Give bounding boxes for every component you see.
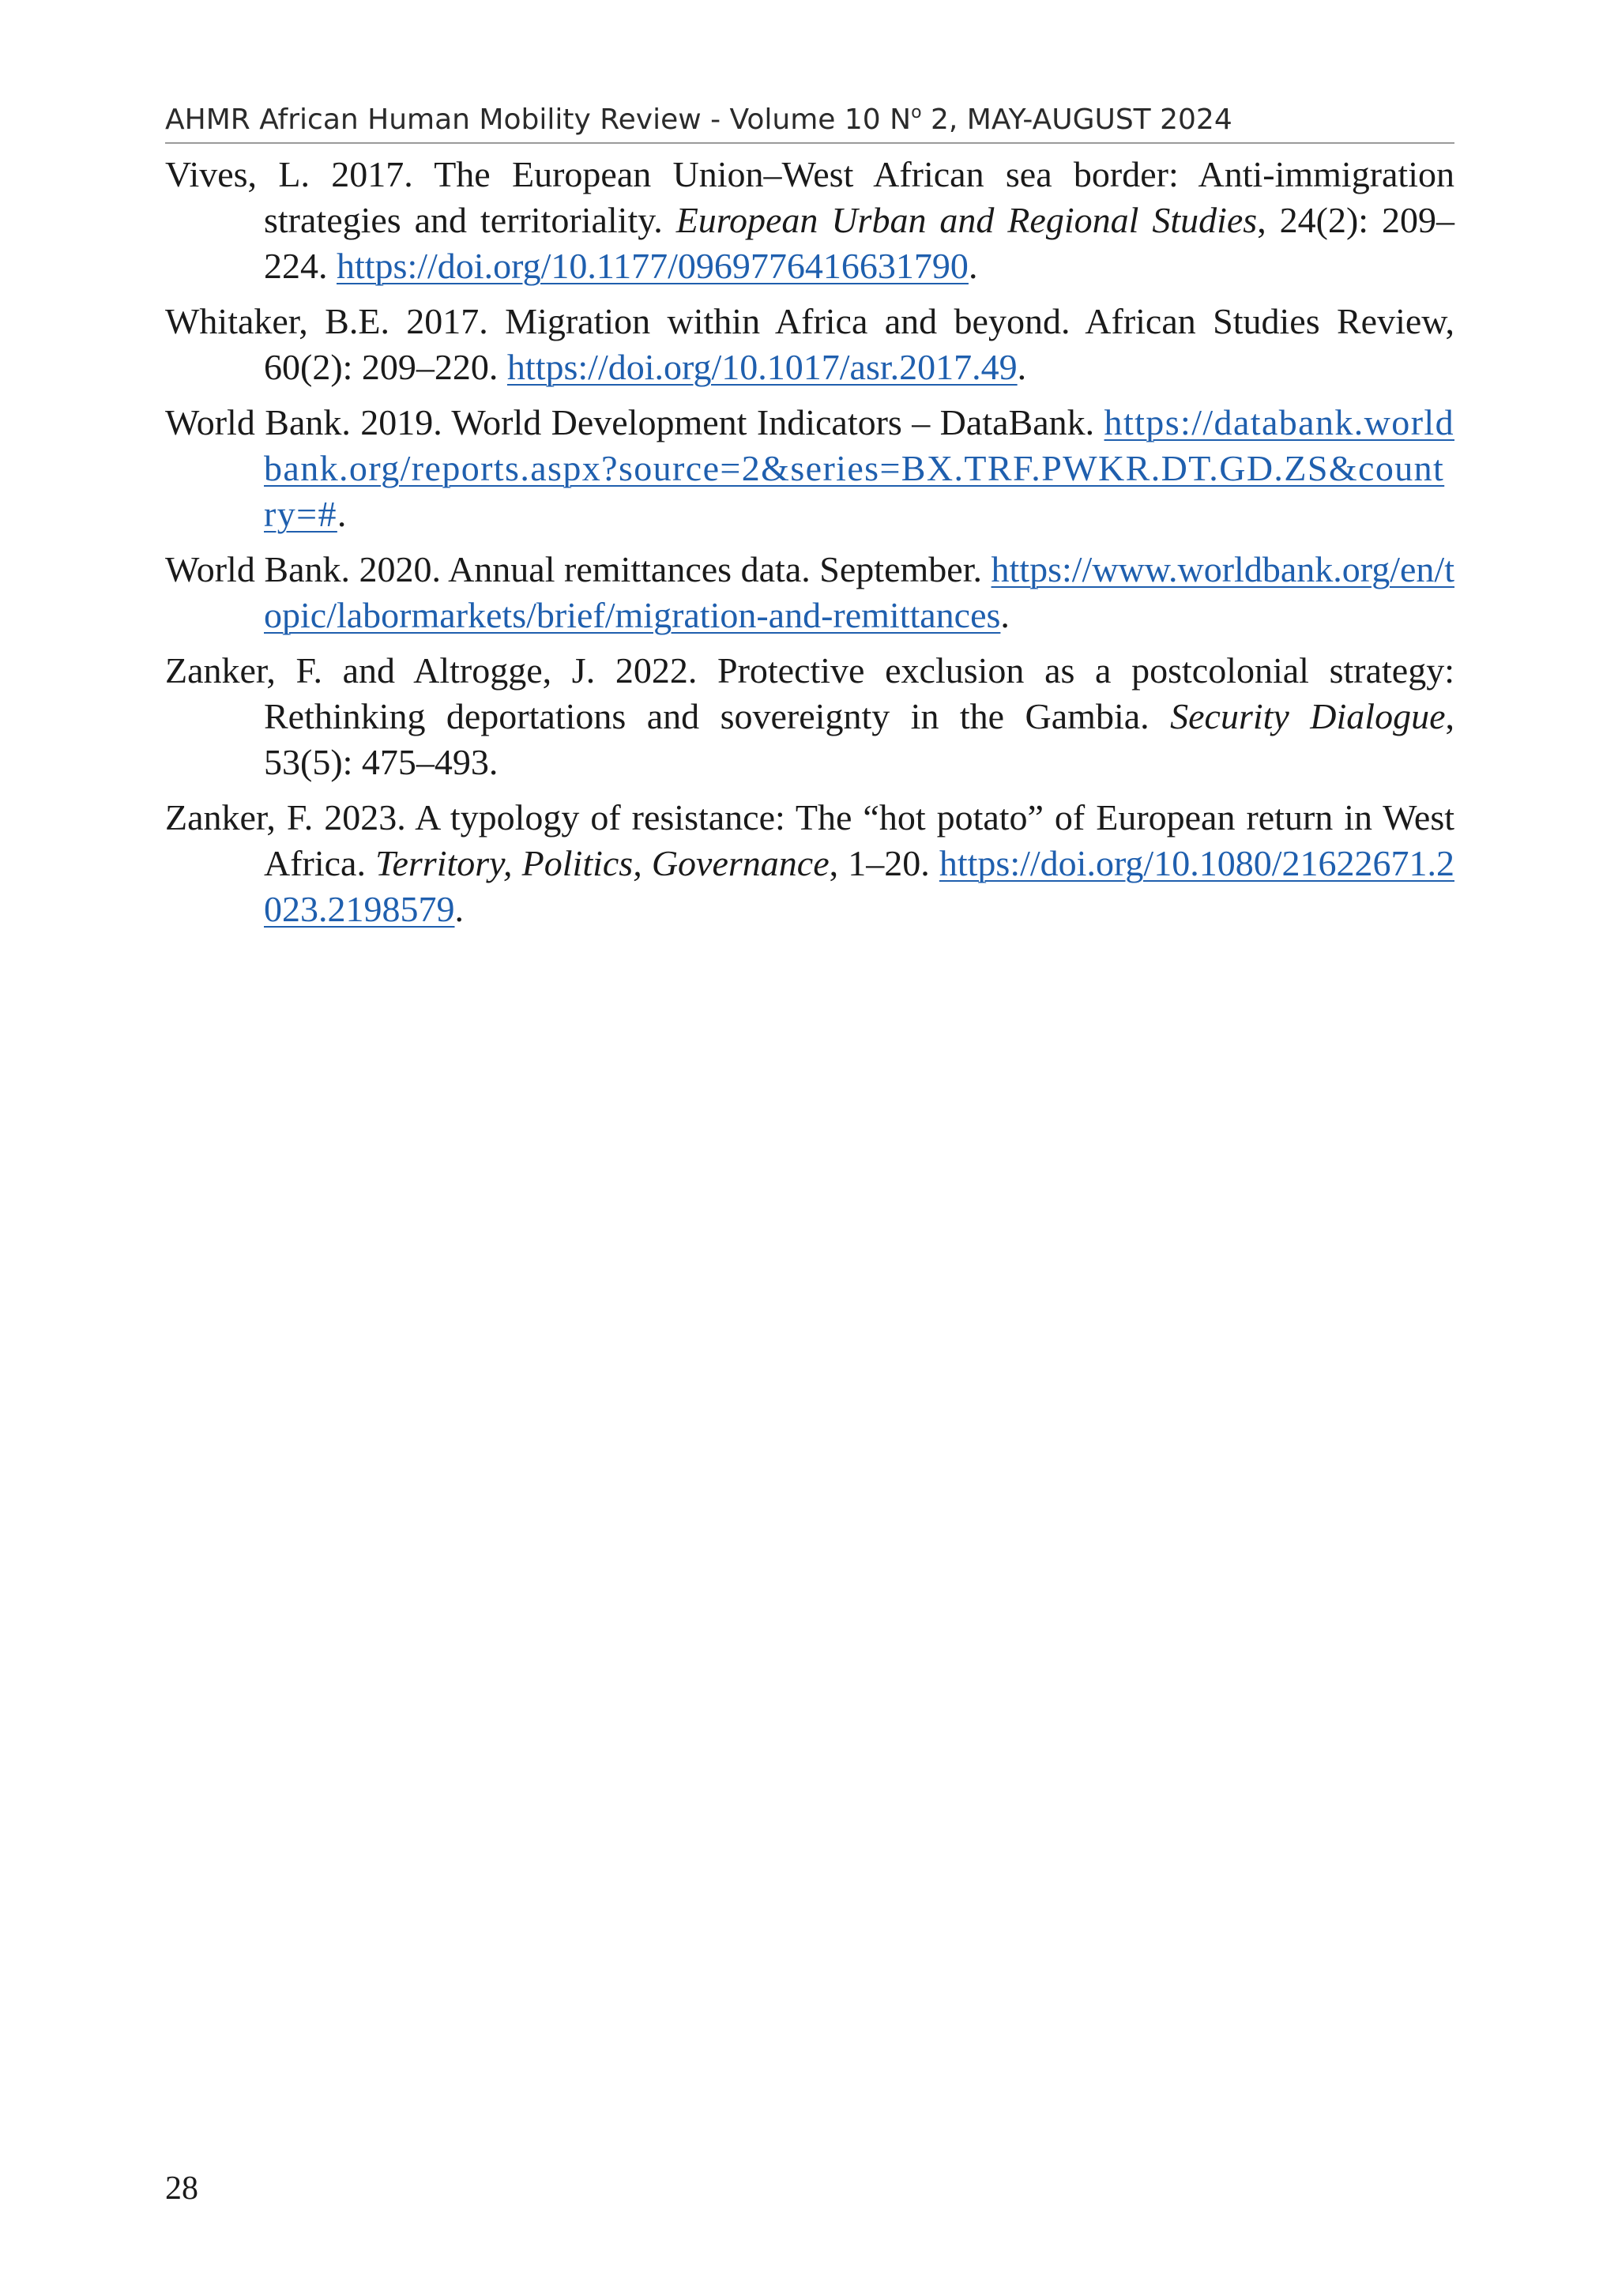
page-number: 28 <box>165 2170 198 2207</box>
reference-zanker-altrogge-2022 <box>165 648 1454 785</box>
running-header <box>165 101 1454 139</box>
reference-vives-2017: Vives, L. 2017. The European Union–West African sea border: Anti-immigration strategies and territoriality. European Urban and Regional Studies, 24(2): 209–224. https://doi.org/10.1177/0969776416631790. <box>165 154 1454 286</box>
reference-text: Zanker, F. 2023. A typology of resistance: The “hot potato” of European return in West Africa. <box>165 797 1454 883</box>
reference-doi-link[interactable]: https://doi.org/10.1017/asr.2017.49 <box>506 347 1018 387</box>
reference-text: World Bank. 2020. Annual remittances data. September. <box>165 549 991 589</box>
reference-list <box>165 152 1454 942</box>
reference-zanker-2023: Zanker, F. 2023. A typology of resistance: The “hot potato” of European return in West Africa. Territory, Politics, Governance, 1–20. https://doi.org/10.1080/21622671.2023.2198579. <box>165 797 1454 929</box>
reference-journal: Territory, Politics, Governance <box>375 843 830 883</box>
number-superscript: o <box>911 103 922 122</box>
reference-journal: Security Dialogue <box>1170 696 1446 736</box>
reference-doi-link[interactable]: https://doi.org/10.1080/21622671.2023.2198579 <box>264 843 1454 929</box>
reference-world-bank-2020: World Bank. 2020. Annual remittances data. September. https://www.worldbank.org/en/topic/labormarkets/brief/migration-and-remittances. <box>165 549 1454 635</box>
journal-title: AHMR African Human Mobility Review - Volume 10 N <box>165 104 912 136</box>
reference-text: Zanker, F. and Altrogge, J. 2022. Protective exclusion as a postcolonial strategy: Rethinking deportations and sovereignty in the Gambia. <box>165 650 1454 736</box>
reference-journal: European Urban and Regional Studies <box>675 200 1258 240</box>
reference-doi-link[interactable]: https://doi.org/10.1177/0969776416631790 <box>337 246 969 286</box>
reference-whitaker-2017: Whitaker, B.E. 2017. Migration within Africa and beyond. African Studies Review, 60(2): 209–220. https://doi.org/10.1017/asr.2017.49. <box>165 301 1454 387</box>
reference-details: , 24(2): 209–224. <box>264 200 1454 286</box>
header-rule <box>165 142 1454 144</box>
reference-text: World Bank. 2019. World Development Indicators – DataBank. <box>165 402 1104 442</box>
issue-info: 2, MAY-AUGUST 2024 <box>921 104 1232 136</box>
reference-text: Whitaker, B.E. 2017. Migration within Africa and beyond. African Studies Review, 60(2): 209–220. <box>165 301 1454 387</box>
reference-world-bank-2019: World Bank. 2019. World Development Indicators – DataBank. https://databank.worldbank.org/reports.aspx?source=2&series=BX.TRF.PWKR.DT.GD.ZS&country=#. <box>165 402 1454 534</box>
reference-url-link[interactable]: https://databank.worldbank.org/reports.aspx?source=2&series=BX.TRF.PWKR.DT.GD.ZS&country=# <box>264 402 1454 534</box>
reference-details: , 53(5): 475–493. <box>264 696 1454 782</box>
reference-details: , 1–20. <box>829 843 939 883</box>
reference-url-link[interactable]: https://www.worldbank.org/en/topic/labormarkets/brief/migration-and-remittances <box>264 549 1454 635</box>
reference-text: Vives, L. 2017. The European Union–West African sea border: Anti-immigration strategies and territoriality. <box>165 154 1454 240</box>
